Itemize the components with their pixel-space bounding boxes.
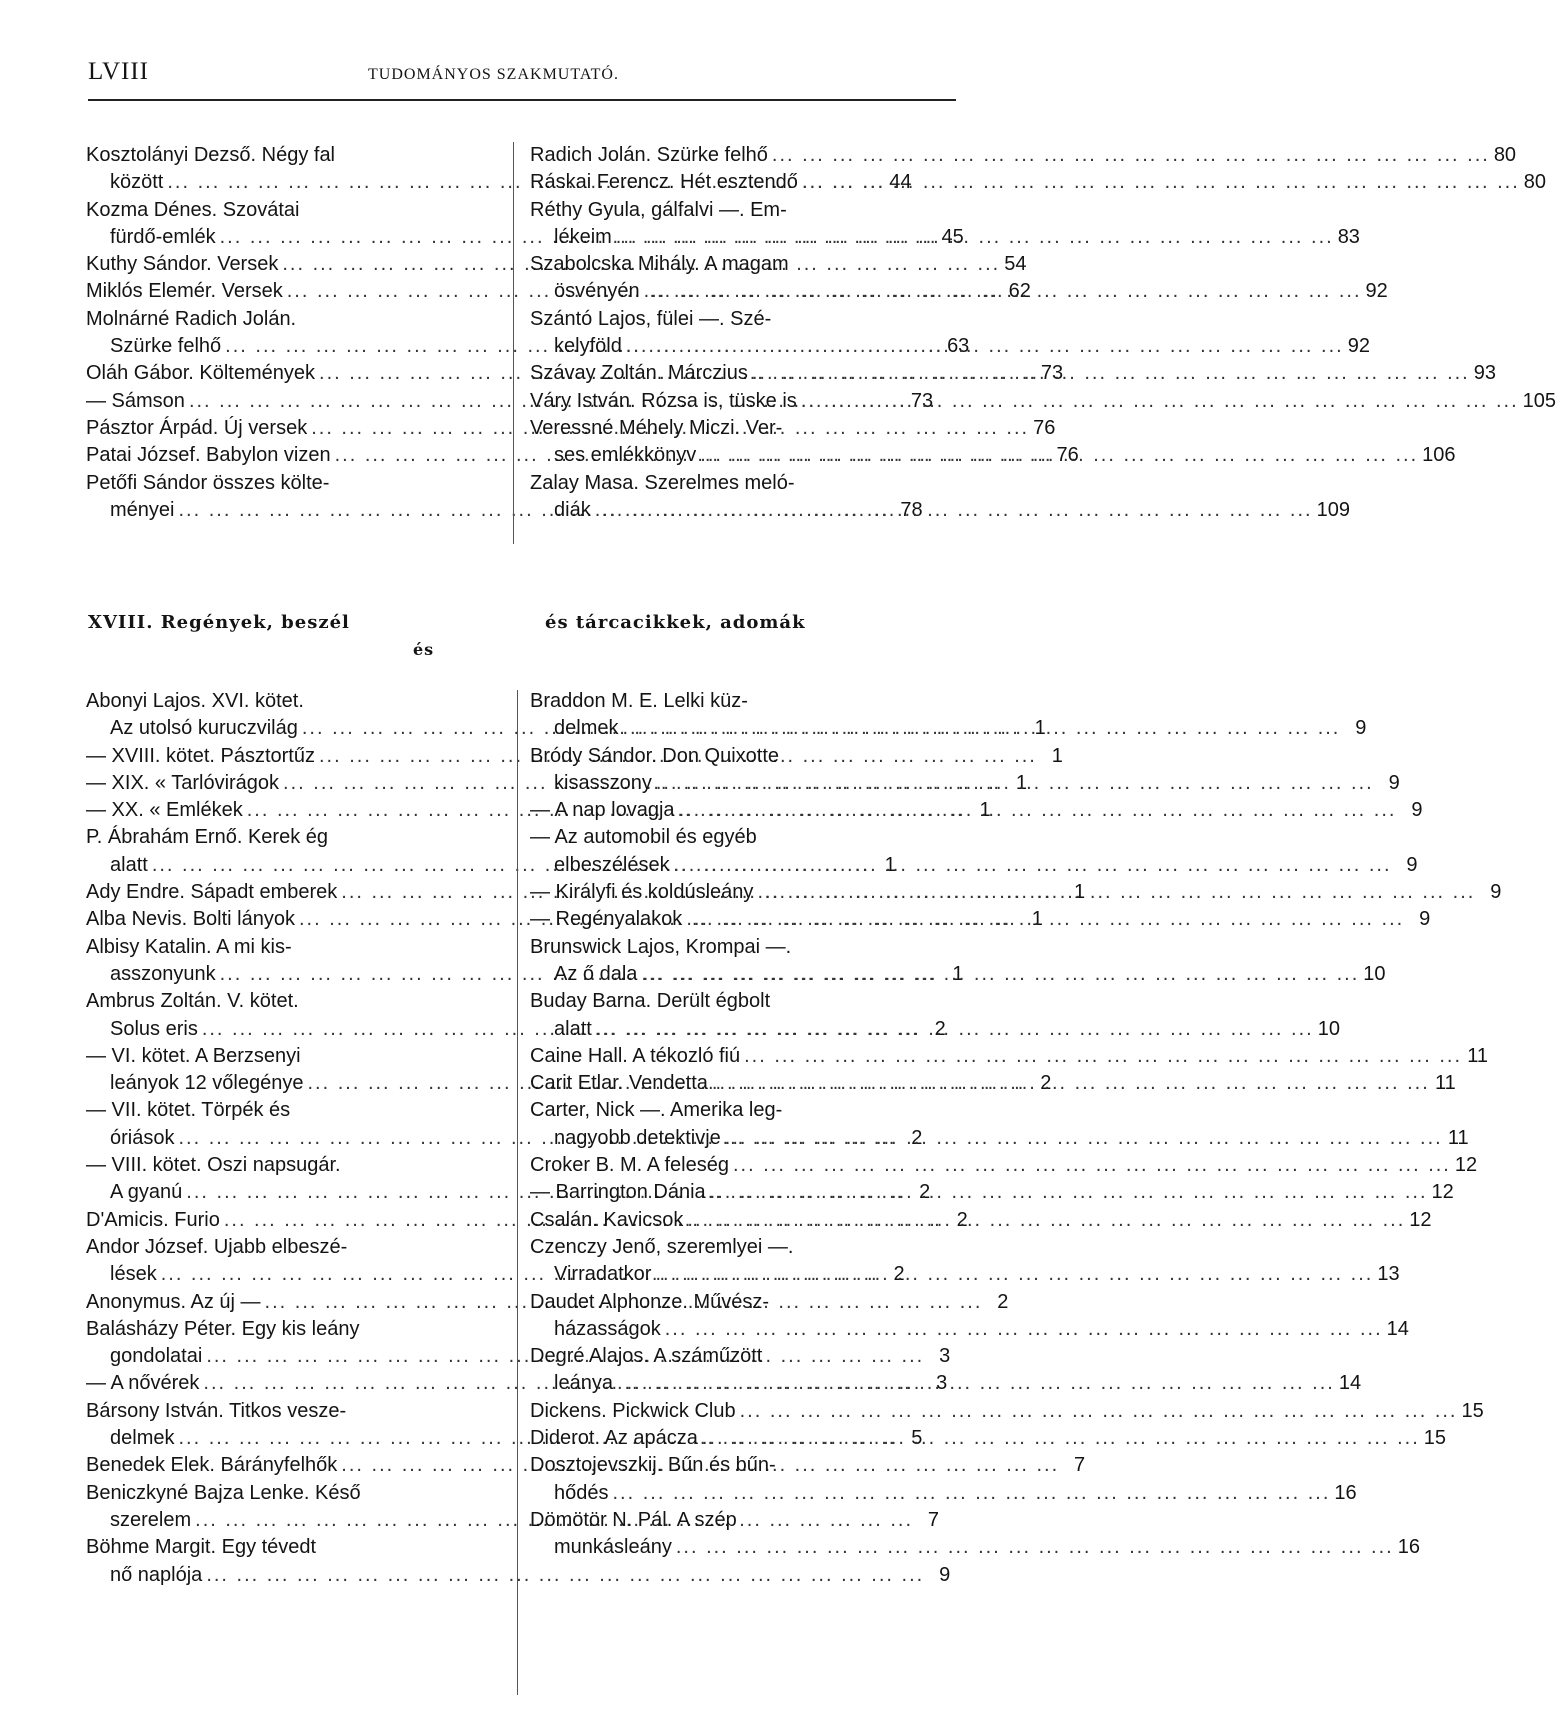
index-entry-line — [530, 852, 1418, 879]
index-entry-line — [530, 1534, 1420, 1561]
index-entry-page: 9 — [1355, 717, 1367, 740]
index-entry-line — [86, 824, 512, 851]
index-entry-text: Szávay Zoltán. Márczius — [530, 362, 748, 385]
index-entry-text: Az utolsó kuruczvilág — [110, 717, 298, 740]
index-entry-text: ses emlékkönyv — [554, 444, 697, 467]
index-entry-text: Albisy Katalin. A mi kis- — [86, 935, 292, 958]
index-entry-page: 106 — [1422, 444, 1456, 467]
leader-dots — [712, 1070, 1430, 1097]
index-entry-text: Zalay Masa. Szerelmes meló- — [530, 471, 795, 494]
index-entry-line — [86, 1480, 512, 1507]
index-entry-text: alatt — [554, 1017, 592, 1040]
index-entry-text: Virradatkor — [554, 1263, 652, 1286]
index-entry-text: Ady Endre. Sápadt emberek — [86, 881, 338, 904]
page-number: LVIII — [88, 58, 150, 85]
index-entry-line — [530, 906, 1431, 933]
index-entry-text: — A nap lovagja — [530, 799, 675, 822]
leader-dots — [676, 1534, 1394, 1561]
index-entry-text: Kuthy Sándor. Versek — [86, 253, 279, 276]
index-entry-line — [86, 1562, 951, 1589]
index-entry-text: Degré Alajos. A száműzött — [530, 1345, 763, 1368]
index-entry-page: 11 — [1435, 1072, 1456, 1095]
index-entry-page: 1 — [1051, 744, 1063, 767]
index-entry-page: 105 — [1522, 389, 1556, 412]
leader-dots — [641, 961, 1359, 988]
index-entry-text: Carit Etlar. Vendetta — [530, 1072, 708, 1095]
index-entry-line — [86, 1043, 512, 1070]
index-entry — [530, 906, 1431, 933]
index-entry-line — [530, 1452, 960, 1479]
index-entry-page: 109 — [1316, 498, 1350, 521]
leader-dots — [613, 1480, 1331, 1507]
index-entry-text: Dickens. Pickwick Club — [530, 1399, 736, 1422]
leader-dots — [206, 1562, 924, 1589]
index-entry-page: 9 — [939, 1563, 951, 1586]
index-entry-page: 9 — [1419, 908, 1431, 931]
index-entry — [530, 879, 1502, 906]
index-entry — [530, 1070, 1456, 1097]
index-entry-line — [530, 197, 960, 224]
index-entry-text: Ráskai Ferencz. Hét esztendő — [530, 171, 798, 194]
index-entry — [530, 1097, 1469, 1152]
index-entry-text: — VII. kötet. Törpék és — [86, 1099, 291, 1122]
index-entry-page: 83 — [1337, 225, 1360, 248]
index-entry-text: — Barrington Dánia — [530, 1181, 706, 1204]
index-entry-line — [530, 934, 960, 961]
index-entry-text: delmek — [554, 717, 619, 740]
index-entry-line — [530, 1480, 1357, 1507]
index-entry-page: 1 — [1034, 717, 1046, 740]
running-title: TUDOMÁNYOS SZAKMUTATÓ. — [368, 66, 619, 83]
index-entry-line — [86, 1234, 512, 1261]
index-entry-text: házasságok — [554, 1317, 661, 1340]
index-entry-page: 12 — [1409, 1208, 1432, 1231]
index-entry-text: Böhme Margit. Egy tévedt — [86, 1536, 317, 1559]
leader-dots — [700, 442, 1418, 469]
index-entry-text: óriások — [110, 1126, 175, 1149]
index-entry-text: Pásztor Árpád. Új versek — [86, 416, 308, 439]
index-entry-line — [530, 1043, 1489, 1070]
leader-dots — [616, 224, 1334, 251]
leader-dots — [801, 388, 1519, 415]
index-entry-text: Croker B. M. A feleség — [530, 1154, 729, 1177]
index-entry-text: ösvényén — [554, 280, 640, 303]
index-entry-text: A gyanú — [110, 1181, 183, 1204]
index-entry-page: 10 — [1317, 1017, 1340, 1040]
index-entry — [530, 1507, 1420, 1562]
index-entry-text: Oláh Gábor. Költemények — [86, 362, 316, 385]
section-heading — [88, 612, 948, 668]
index-entry-text: Kozma Dénes. Szovátai — [86, 198, 300, 221]
index-entry-page: 9 — [1388, 771, 1400, 794]
leader-dots — [622, 715, 1340, 742]
leader-dots — [665, 1316, 1383, 1343]
index-entry-text: munkásleány — [554, 1536, 672, 1559]
index-entry-page: 2 — [893, 1263, 905, 1286]
index-entry-text: Molnárné Radich Jolán. — [86, 307, 297, 330]
index-entry-page: 92 — [1347, 335, 1370, 358]
index-entry-text: Beniczkyné Bajza Lenke. Késő — [86, 1481, 361, 1504]
index-entry-text: nagyobb detektivje — [554, 1126, 721, 1149]
index-entry-page: 44 — [889, 171, 912, 194]
index-entry-text: elbeszélések — [554, 853, 670, 876]
index-entry-line — [530, 306, 960, 333]
index-entry-page: 54 — [1004, 253, 1027, 276]
index-entry-page: 73 — [910, 389, 934, 412]
index-entry-page: 73 — [1040, 362, 1064, 385]
index-entry-page: 10 — [1363, 962, 1386, 985]
index-entry-page: 2 — [997, 1290, 1009, 1313]
index-column-bottom-right — [530, 688, 1502, 1562]
index-entry — [530, 470, 1350, 525]
index-entry — [530, 934, 1386, 989]
index-entry-line — [530, 224, 1360, 251]
index-entry-line — [530, 797, 1423, 824]
index-entry-page: 2 — [919, 1181, 931, 1204]
index-entry-text: Abonyi Lajos. XVI. kötet. — [86, 690, 304, 712]
index-entry-text: lések — [110, 1263, 157, 1286]
index-entry-line — [530, 879, 1502, 906]
section-heading-right: és tárcacikkek, adomák — [545, 612, 806, 633]
leader-dots — [702, 1425, 1420, 1452]
index-entry-page: 13 — [1377, 1263, 1400, 1286]
index-entry-line — [530, 1125, 1469, 1152]
index-entry-text: szerelem — [110, 1508, 192, 1531]
index-entry-line — [86, 1398, 512, 1425]
index-entry — [530, 743, 1400, 798]
index-entry-text: Diderot. Az apácza — [530, 1427, 698, 1450]
index-entry-page: 16 — [1334, 1481, 1357, 1504]
index-entry-text: Szürke felhő — [110, 335, 222, 358]
index-entry-page: 2 — [934, 1017, 946, 1040]
leader-dots — [802, 169, 1520, 196]
leader-dots — [686, 906, 1404, 933]
leader-dots — [679, 797, 1397, 824]
index-entry — [530, 1452, 1357, 1507]
index-entry-text: leánya — [554, 1372, 613, 1395]
index-entry-page: 76 — [1056, 444, 1079, 467]
index-entry-line — [86, 988, 512, 1015]
index-entry — [530, 197, 1360, 252]
index-entry-line — [530, 1261, 1400, 1288]
index-entry-page: 3 — [936, 1372, 948, 1395]
index-entry-line — [530, 415, 960, 442]
index-entry-text: alatt — [110, 853, 148, 876]
index-entry-text: Carter, Nick —. Amerika leg- — [530, 1099, 783, 1122]
index-entry-line — [530, 688, 960, 715]
index-entry — [530, 797, 1423, 824]
index-entry-text: gondolatai — [110, 1345, 203, 1368]
leader-dots — [733, 1152, 1451, 1179]
index-entry-page: 11 — [1447, 1126, 1469, 1149]
index-entry-text: — Királyfi és koldúsleány — [530, 881, 754, 904]
index-entry — [530, 1425, 1447, 1452]
index-entry-text: lékeim — [554, 225, 612, 248]
index-entry-page: 1 — [979, 799, 991, 822]
index-entry-text: Csalán. Kavicsok — [530, 1208, 684, 1231]
index-entry-text: Váry István. Rózsa is, tüske is — [530, 389, 797, 412]
index-entry-text: Petőfi Sándor összes költe- — [86, 471, 330, 494]
index-entry-text: Anonymus. Az új — — [86, 1290, 261, 1313]
index-entry-line — [530, 169, 1547, 196]
index-entry-text: Az ő dala — [554, 962, 638, 985]
leader-dots — [752, 360, 1470, 387]
index-entry — [530, 824, 1418, 879]
index-entry-text: P. Ábrahám Ernő. Kerek ég — [86, 826, 328, 849]
index-entry-text: Brunswick Lajos, Krompai —. — [530, 935, 792, 958]
index-entry-text: ményei — [110, 498, 175, 521]
leader-dots — [617, 1370, 1335, 1397]
index-entry-line — [530, 1207, 1432, 1234]
index-entry-text: — XIX. « Tarlóvirágok — [86, 771, 280, 794]
index-entry-text: D'Amicis. Furio — [86, 1208, 220, 1231]
index-entry-text: Daudet Alphonze. Művész- — [530, 1290, 770, 1313]
index-entry-page: 7 — [1074, 1454, 1086, 1477]
index-entry-line — [530, 1016, 1340, 1043]
index-entry-text: Caine Hall. A tékozló fiú — [530, 1044, 741, 1067]
index-entry-line — [530, 961, 1386, 988]
index-entry-line — [530, 1398, 1484, 1425]
index-entry-text: Braddon M. E. Lelki küz- — [530, 690, 748, 712]
index-entry-text: — A nővérek — [86, 1372, 200, 1395]
index-entry-line — [530, 715, 1367, 742]
index-entry — [530, 1207, 1432, 1234]
index-entry — [530, 142, 1517, 169]
leader-dots — [644, 278, 1362, 305]
index-entry-page: 92 — [1365, 280, 1388, 303]
index-entry-page: 12 — [1454, 1154, 1478, 1177]
index-entry-text: — VI. kötet. A Berzsenyi — [86, 1044, 301, 1067]
index-entry-text: Veressné Méhely Miczi. Ver- — [530, 416, 783, 439]
leader-dots — [725, 1125, 1443, 1152]
index-entry — [530, 169, 1547, 196]
index-entry-line — [86, 197, 481, 224]
index-entry — [530, 1234, 1400, 1289]
index-entry-text: nő naplója — [110, 1563, 203, 1586]
index-entry-line — [530, 1316, 1409, 1343]
index-entry-page: 62 — [1008, 280, 1031, 303]
index-entry-page: 11 — [1467, 1044, 1489, 1067]
index-entry-line — [530, 1070, 1456, 1097]
index-entry-page: 63 — [947, 335, 970, 358]
index-entry-line — [530, 251, 960, 278]
index-entry-line — [530, 743, 960, 770]
index-entry-page: 9 — [1411, 799, 1423, 822]
index-entry-line — [86, 934, 512, 961]
index-entry-text: kelyföld — [554, 335, 622, 358]
index-entry-page: 9 — [1490, 881, 1502, 904]
leader-dots — [740, 1398, 1458, 1425]
index-entry-text: között — [110, 171, 164, 194]
index-entry-line — [530, 388, 1556, 415]
index-entry-line — [86, 470, 481, 497]
index-entry-page: 3 — [939, 1345, 951, 1368]
index-entry — [530, 1289, 1409, 1344]
index-entry-text: delmek — [110, 1427, 175, 1450]
index-entry — [530, 1043, 1489, 1070]
index-entry-text: Benedek Elek. Bárányfelhők — [86, 1454, 338, 1477]
index-entry-page: 15 — [1423, 1427, 1447, 1450]
index-entry-text: asszonyunk — [110, 962, 216, 985]
index-entry-page: 1 — [1074, 881, 1086, 904]
index-entry-line — [530, 142, 1517, 169]
index-entry-text: leányok 12 vőlegénye — [110, 1072, 304, 1095]
index-entry-text: — XX. « Emlékek — [86, 799, 243, 822]
index-entry-page: 2 — [911, 1126, 923, 1149]
index-entry-line — [530, 988, 960, 1015]
index-entry-line — [530, 1370, 1362, 1397]
index-entry-page: 2 — [956, 1208, 968, 1231]
section-heading-left: XVIII. Regények, beszél — [88, 612, 350, 633]
leader-dots — [744, 1043, 1462, 1070]
index-entry-text: Szántó Lajos, fülei —. Szé- — [530, 307, 772, 330]
leader-dots — [772, 142, 1490, 169]
leader-dots — [655, 1261, 1373, 1288]
index-entry-text: kisasszony — [554, 771, 652, 794]
index-entry-line — [530, 1097, 960, 1124]
index-entry — [530, 1152, 1478, 1179]
index-entry-text: — Sámson — [86, 389, 185, 412]
index-entry — [530, 1343, 1362, 1398]
index-entry-page: 5 — [911, 1427, 923, 1450]
index-entry-page: 76 — [1033, 416, 1056, 439]
page-header — [88, 58, 956, 98]
index-entry-line — [86, 688, 512, 715]
leader-dots — [596, 1016, 1314, 1043]
index-entry-page: 78 — [900, 498, 923, 521]
index-entry-page: 1 — [952, 962, 964, 985]
index-entry-line — [530, 1179, 1454, 1206]
index-entry-text: Alba Nevis. Bolti lányok — [86, 908, 295, 931]
index-entry-line — [86, 1316, 512, 1343]
index-entry-text: Réthy Gyula, gálfalvi —. Em- — [530, 198, 787, 221]
index-entry-text: Dosztojevszkij. Bűn és bűn- — [530, 1454, 776, 1477]
index-entry-page: 1 — [884, 853, 896, 876]
index-entry-line — [530, 333, 1370, 360]
column-divider-top — [513, 142, 514, 544]
index-entry-text: Solus eris — [110, 1017, 198, 1040]
index-entry-page: 7 — [927, 1508, 940, 1531]
index-entry-page: 14 — [1386, 1317, 1409, 1340]
header-rule — [88, 99, 956, 101]
index-entry-text: Bársony István. Titkos vesze- — [86, 1399, 347, 1422]
index-entry-text: Bródy Sándor. Don Quixotte — [530, 744, 780, 767]
index-entry-line — [530, 1343, 960, 1370]
index-entry-text: Kosztolányi Dezső. Négy fal — [86, 144, 336, 166]
index-entry-text: diák — [554, 498, 591, 521]
leader-dots — [595, 497, 1313, 524]
leader-dots — [656, 770, 1374, 797]
index-entry-line — [530, 1425, 1447, 1452]
index-entry-text: Andor József. Ujabb elbeszé- — [86, 1235, 348, 1258]
index-entry-text: — VIII. kötet. Oszi napsugár. — [86, 1154, 341, 1177]
index-entry-line — [530, 1234, 960, 1261]
index-entry — [530, 1398, 1484, 1425]
index-entry-text: fürdő-emlék — [110, 225, 216, 248]
index-entry-line — [530, 1289, 960, 1316]
index-entry-line — [86, 142, 481, 169]
index-entry-text: Ambrus Zoltán. V. kötet. — [86, 990, 299, 1013]
index-entry-text: Radich Jolán. Szürke felhő — [530, 144, 768, 166]
index-entry-line — [86, 306, 481, 333]
index-entry-line — [86, 1534, 512, 1561]
index-entry-page: 80 — [1523, 171, 1547, 194]
index-entry-line — [530, 1507, 960, 1534]
index-entry — [530, 306, 1370, 361]
index-entry-page: 93 — [1473, 362, 1496, 385]
index-entry-page: 1 — [1031, 908, 1043, 931]
index-entry-page: 45 — [941, 225, 964, 248]
leader-dots — [674, 852, 1392, 879]
index-entry-text: Buday Barna. Derült égbolt — [530, 990, 771, 1013]
column-divider-bottom — [517, 690, 518, 1695]
leader-dots — [626, 333, 1344, 360]
index-entry-page: 9 — [1406, 853, 1418, 876]
index-entry-text: Balásházy Péter. Egy kis leány — [86, 1317, 360, 1340]
index-entry-text: Dömötör N. Pál. A szép — [530, 1508, 737, 1531]
index-entry — [530, 988, 1340, 1043]
index-entry-text: Patai József. Babylon vizen — [86, 444, 331, 467]
index-entry-text: hődés — [554, 1481, 609, 1504]
index-entry-page: 16 — [1397, 1536, 1420, 1559]
index-entry — [530, 688, 1367, 743]
index-entry-line — [530, 824, 960, 851]
index-entry-text: Czenczy Jenő, szeremlyei —. — [530, 1235, 794, 1258]
index-entry-text: — Regényalakok — [530, 908, 683, 931]
index-entry-page: 2 — [1040, 1072, 1052, 1095]
section-heading-sub: és — [413, 640, 435, 659]
index-entry-page: 12 — [1431, 1181, 1454, 1204]
index-entry-line — [530, 470, 960, 497]
leader-dots — [687, 1207, 1405, 1234]
index-entry-text: Szabolcska Mihály. A magam — [530, 253, 789, 276]
index-entry-text: — Az automobil és egyéb — [530, 826, 757, 849]
index-entry-text: — XVIII. kötet. Pásztortűz — [86, 744, 315, 767]
index-entry-page: 1 — [1015, 771, 1027, 794]
index-entry-page: 15 — [1461, 1399, 1484, 1422]
index-entry-line — [86, 1152, 512, 1179]
leader-dots — [710, 1179, 1428, 1206]
index-entry-line — [86, 1097, 512, 1124]
index-entry-line — [530, 1152, 1478, 1179]
index-entry-text: Miklós Elemér. Versek — [86, 280, 283, 303]
index-entry — [530, 1179, 1454, 1206]
index-entry-page: 80 — [1493, 144, 1517, 166]
index-entry — [530, 388, 1556, 415]
index-entry-line — [530, 770, 1400, 797]
leader-dots — [757, 879, 1475, 906]
index-entry-page: 14 — [1338, 1372, 1362, 1395]
index-entry-line — [530, 497, 1350, 524]
